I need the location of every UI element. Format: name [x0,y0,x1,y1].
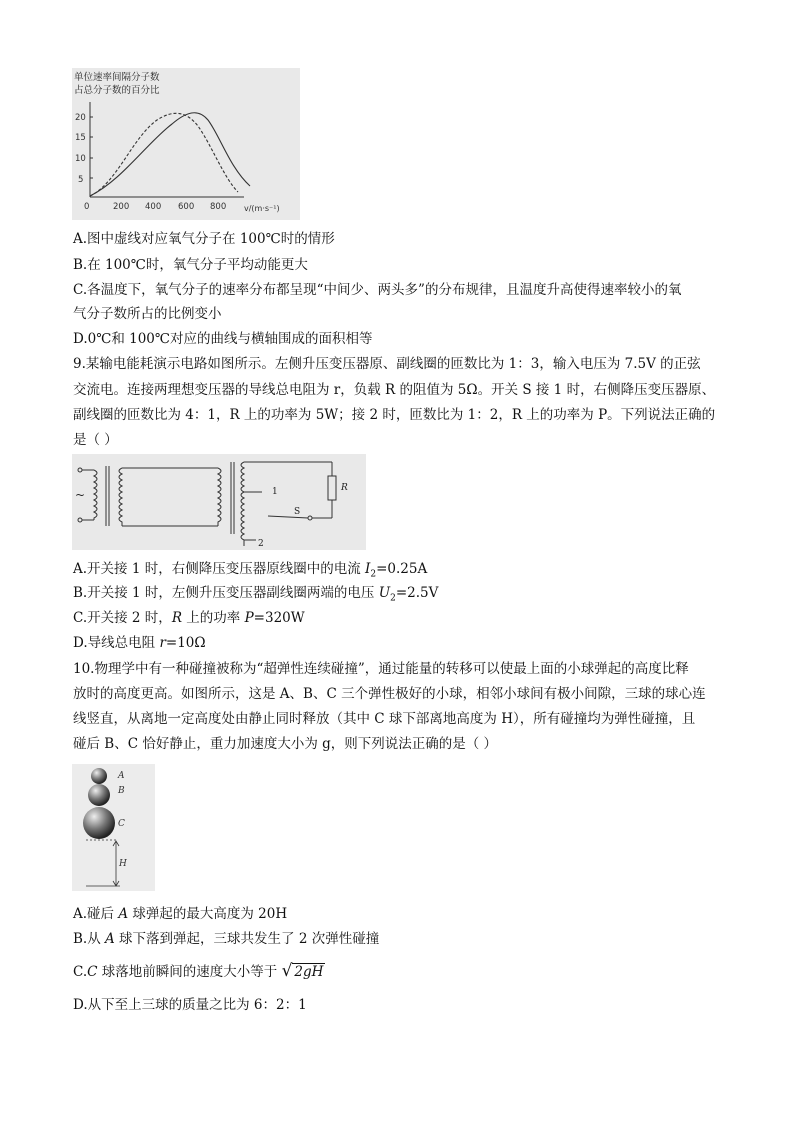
x-tick-label: 600 [178,202,195,212]
speed-distribution-figure [72,68,300,220]
terminal-1-label: 1 [272,487,278,497]
figure-ylabel-line1: 单位速率间隔分子数 [74,72,160,83]
q10-option-d: D.从下至上三球的质量之比为 6：2：1 [73,997,307,1013]
x-tick-label: 0 [84,202,90,212]
q8-option-c: C.各温度下，氧气分子的速率分布都呈现“中间少、两头多”的分布规律，且温度升高使得速率较小的氧 [73,282,682,298]
q9-stem-line: 副线圈的匝数比为 4：1，R 上的功率为 5W；接 2 时，匝数比为 1：2，R 上的功率为 P。下列说法正确的 [73,407,716,423]
sqrt-sign: √ [281,961,293,981]
q10-stem-line: 线竖直，从离地一定高度处由静止同时释放（其中 C 球下部离地高度为 H），所有碰撞均为弹性碰撞，且 [73,711,696,727]
q8-option-d: D.0℃和 100℃对应的曲线与横轴围成的面积相等 [73,331,373,347]
x-tick-label: 200 [113,202,130,212]
x-axis-unit: v/(m·s⁻¹) [244,204,280,213]
sqrt-radicand: 2gH [294,964,324,980]
y-tick-label: 10 [75,154,86,164]
q8-option-a: A.图中虚线对应氧气分子在 100℃时的情形 [73,231,335,247]
q10-option-b: B.从 A 球下落到弹起，三球共发生了 2 次弹性碰撞 [73,931,380,947]
terminal-2-label: 2 [258,539,264,549]
resistor-label: R [341,483,348,493]
q9-option-c: C.开关接 2 时，R 上的功率 P=320W [73,610,305,626]
ball-b-label: B [118,786,125,796]
source-symbol: ~ [75,488,86,502]
q10-stem-line: 碰后 B、C 恰好静止，重力加速度大小为 g，则下列说法正确的是（ ） [73,736,498,752]
q8-option-c-cont: 气分子数所占的比例变小 [73,306,222,322]
y-tick-label: 15 [75,133,86,143]
q8-option-b: B.在 100℃时，氧气分子平均动能更大 [73,257,308,273]
ball-a [91,768,107,784]
q10-stem-line: 放时的高度更高。如图所示，这是 A、B、C 三个弹性极好的小球，相邻小球间有极小间隙，三球的球心连 [73,686,706,702]
ball-c [83,807,115,839]
y-tick-label: 20 [75,113,86,123]
q9-option-b: B.开关接 1 时，左侧升压变压器副线圈两端的电压 $U_2=2.5V$ [73,585,439,604]
ball-b [88,784,110,806]
height-label: H [119,859,127,869]
q10-option-c: C.C 球落地前瞬间的速度大小等于 √ 2gH [73,961,324,981]
ball-a-label: A [118,771,125,781]
y-tick-label: 5 [78,175,84,185]
q9-option-d: D.导线总电阻 r=10Ω [73,635,206,651]
ball-c-label: C [118,819,125,829]
x-tick-label: 400 [145,202,162,212]
x-tick-label: 800 [210,202,227,212]
q9-option-a: A.开关接 1 时，右侧降压变压器原线圈中的电流 $I_2=0.25A$ [73,561,428,580]
q10-stem-line: 10.物理学中有一种碰撞被称为“超弹性连续碰撞”，通过能量的转移可以使最上面的小球弹起的高度比释 [73,661,689,677]
transmission-circuit-figure [72,454,366,550]
q9-stem-line: 9.某输电能耗演示电路如图所示。左侧升压变压器原、副线圈的匝数比为 1：3，输入电压为 7.5V 的正弦 [73,356,701,372]
q9-stem-line: 交流电。连接两理想变压器的导线总电阻为 r，负载 R 的阻值为 5Ω。开关 S 接 1 时，右侧降压变压器原、 [73,382,716,398]
figure-ylabel-line2: 占总分子数的百分比 [74,85,160,96]
stacked-balls-figure [72,764,155,891]
q9-stem-line: 是（ ） [73,432,118,448]
switch-label: S [294,507,301,517]
q10-option-a: A.碰后 A 球弹起的最大高度为 20H [73,906,288,922]
